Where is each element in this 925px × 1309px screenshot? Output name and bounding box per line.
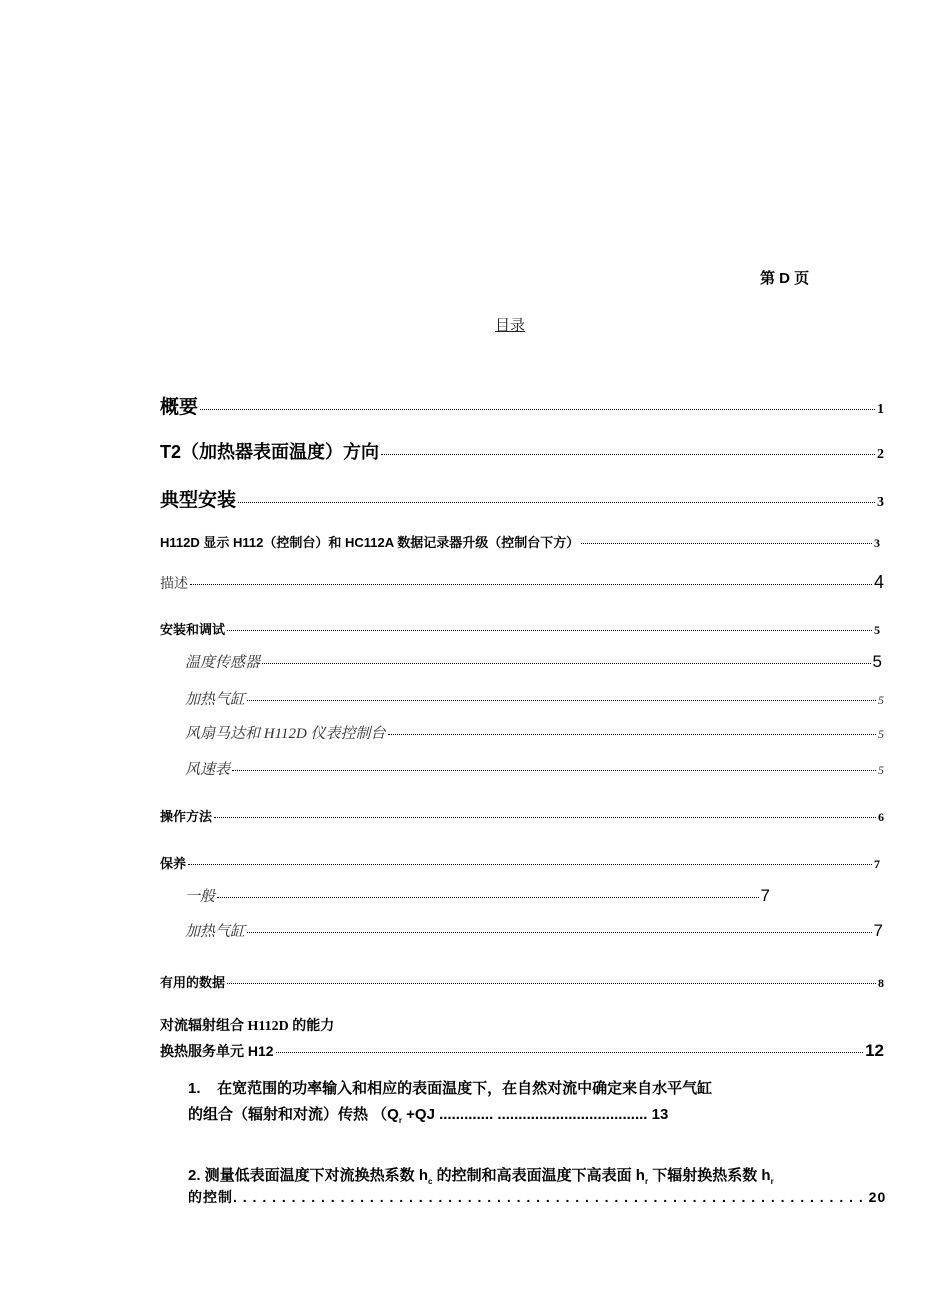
toc-entry-title: 保养 <box>160 856 187 871</box>
toc-entry[interactable] <box>160 392 884 419</box>
toc-entry-page: 5 <box>872 652 882 671</box>
toc-entry-title: 换热服务单元 H12 <box>160 1043 274 1059</box>
leader-dots <box>190 584 872 585</box>
toc-entry-page: 5 <box>878 727 884 741</box>
leader-dots <box>581 543 872 544</box>
toc-title: 目录 <box>494 318 525 334</box>
toc-entry[interactable] <box>160 485 884 512</box>
toc-entry[interactable] <box>185 688 884 709</box>
toc-entry-title: 安装和调试 <box>160 622 226 637</box>
toc-entry[interactable] <box>185 722 884 743</box>
subscript: r <box>770 1177 774 1186</box>
toc-subitem-line: 1. 在宽范围的功率输入和相应的表面温度下，在自然对流中确定来自水平气缸 <box>188 1080 713 1097</box>
leader-dots <box>200 409 875 410</box>
toc-entry[interactable] <box>160 438 884 464</box>
toc-entry-title: 风速表 <box>185 762 231 778</box>
toc-entry[interactable] <box>185 885 770 906</box>
toc-entry-page: 6 <box>878 810 884 824</box>
toc-entry-title: 典型安装 <box>160 490 237 511</box>
subscript: r <box>644 1177 649 1186</box>
toc-entry-title: 加热气缸 <box>185 924 246 940</box>
toc-entry-title: 风扇马达和 H112D 仪表控制台 <box>185 726 386 742</box>
toc-entry-page: 5 <box>878 693 884 707</box>
toc-entry[interactable] <box>160 806 884 825</box>
toc-subitem-text: +QJ ............. .................................... 13 <box>401 1106 669 1123</box>
toc-subitem-line[interactable]: 的控制. . . . . . . . . . . . . . . . . . . . . . . . . . . . . . . . . . . . . . . . . . . . . . . . . . . . . . . . . . . . . . . . . 20 <box>188 1189 887 1205</box>
toc-entry-page: 2 <box>877 447 884 462</box>
toc-entry-page: 7 <box>873 921 883 940</box>
subscript: c <box>428 1177 433 1186</box>
toc-entry[interactable] <box>185 651 882 672</box>
toc-entry-page: 1 <box>877 402 884 417</box>
toc-entry-title: 一般 <box>185 889 216 905</box>
toc-entry[interactable] <box>160 1041 884 1061</box>
subscript: r <box>398 1116 402 1125</box>
toc-subitem-text: 2. 测量低表面温度下对流换热系数 h <box>188 1167 429 1184</box>
leader-dots <box>247 700 876 701</box>
toc-subitem-text: 的控制和高表面温度下高表面 h <box>432 1167 645 1184</box>
toc-entry-title: H112D 显示 H112（控制台）和 HC112A 数据记录器升级（控制台下方） <box>160 535 580 550</box>
toc-entry-page: 5 <box>878 763 884 777</box>
toc-section-heading: 对流辐射组合 H112D 的能力 <box>160 1019 335 1034</box>
leader-dots <box>227 983 876 984</box>
toc-entry[interactable] <box>160 853 880 872</box>
toc-entry-page: 7 <box>874 857 880 871</box>
toc-entry-page: 3 <box>877 495 884 510</box>
toc-subitem-text: 的组合（辐射和对流）传热 （Q <box>188 1106 399 1123</box>
toc-entry[interactable] <box>160 619 880 638</box>
toc-entry-page: 12 <box>865 1041 884 1060</box>
leader-dots <box>238 502 875 503</box>
toc-entry-title: 有用的数据 <box>160 975 226 990</box>
toc-entry-page: 8 <box>878 976 884 990</box>
toc-entry-title: 概要 <box>160 397 199 418</box>
leader-dots <box>214 817 876 818</box>
toc-subitem-text: 下辐射换热系数 h <box>648 1167 771 1184</box>
toc-subitem-line <box>188 1164 774 1186</box>
leader-dots <box>388 734 876 735</box>
page-number-label: 第 D 页 <box>760 270 810 287</box>
leader-dots <box>381 454 875 455</box>
toc-entry-page: 4 <box>873 572 884 592</box>
toc-subitem-line[interactable] <box>188 1103 668 1125</box>
toc-entry-title: 温度传感器 <box>185 655 261 671</box>
leader-dots <box>217 897 759 898</box>
leader-dots <box>232 770 876 771</box>
leader-dots <box>247 932 872 933</box>
toc-entry-page: 5 <box>874 623 880 637</box>
toc-entry[interactable] <box>160 532 880 551</box>
leader-dots <box>276 1052 864 1053</box>
toc-entry-title: 操作方法 <box>160 809 213 824</box>
leader-dots <box>227 630 872 631</box>
toc-entry-title: 加热气缸 <box>185 692 246 708</box>
leader-dots <box>188 864 872 865</box>
toc-entry-title: 描述 <box>160 577 188 592</box>
toc-entry[interactable] <box>160 572 884 593</box>
leader-dots <box>262 663 871 664</box>
toc-entry[interactable] <box>185 920 883 941</box>
toc-entry-page: 7 <box>760 886 770 905</box>
toc-entry[interactable] <box>185 758 884 779</box>
toc-entry[interactable] <box>160 972 884 991</box>
toc-entry-title: T2（加热器表面温度）方向 <box>160 442 380 462</box>
toc-entry-page: 3 <box>874 536 880 550</box>
